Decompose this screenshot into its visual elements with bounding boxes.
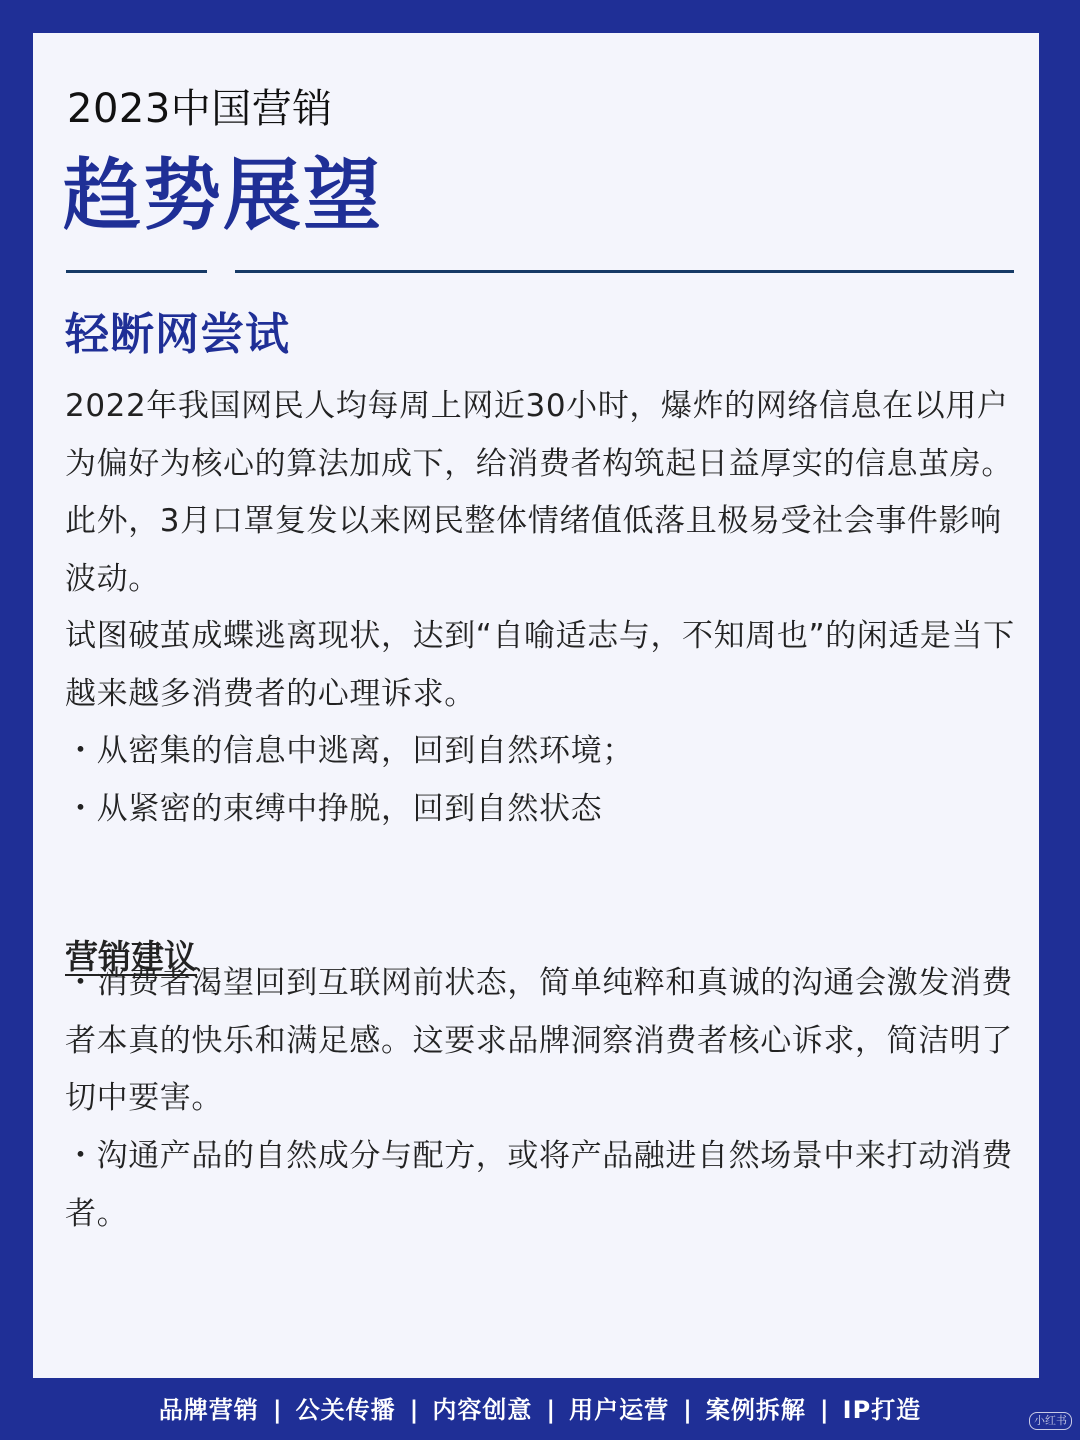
- footer-separator: |: [272, 1396, 282, 1424]
- footer-item-ip: IP打造: [842, 1396, 922, 1424]
- footer-item-user-operation: 用户运营: [569, 1396, 670, 1424]
- section-paragraph-2: 试图破茧成蝶逃离现状，达到“自喻适志与，不知周也”的闲适是当下越来越多消费者的心理诉求。: [65, 618, 1015, 712]
- section-heading: 轻断网尝试: [65, 309, 290, 360]
- divider-long: [235, 270, 1014, 273]
- footer-separator: |: [409, 1396, 419, 1424]
- footer-separator: |: [546, 1396, 556, 1424]
- watermark-logo: 小红书: [1029, 1412, 1072, 1430]
- page-title: 趋势展望: [63, 151, 384, 241]
- footer-separator: |: [819, 1396, 829, 1424]
- bullet-text: ・从密集的信息中逃离，回到自然环境；: [65, 733, 634, 769]
- footer-item-content-creative: 内容创意: [432, 1396, 533, 1424]
- divider-short: [66, 270, 207, 273]
- section-bullet-1: [65, 723, 1017, 781]
- bullet-text: ・从紧密的束缚中挣脱，回到自然状态: [65, 791, 603, 827]
- page-subtitle: 2023中国营销: [67, 86, 333, 132]
- section-bullet-2: [65, 781, 1017, 839]
- advice-item-2: ・沟通产品的自然成分与配方，或将产品融进自然场景中来打动消费者。: [65, 1138, 1013, 1232]
- footer-item-case-study: 案例拆解: [705, 1396, 806, 1424]
- footer-nav: [0, 1386, 1080, 1434]
- advice-heading: 营销建议: [65, 937, 197, 976]
- advice-item-1: ・消费者渴望回到互联网前状态，简单纯粹和真诚的沟通会激发消费者本真的快乐和满足感。这要求品牌洞察消费者核心诉求，简洁明了切中要害。: [65, 965, 1013, 1117]
- footer-item-pr: 公关传播: [295, 1396, 396, 1424]
- content-card: [33, 33, 1039, 1378]
- section-paragraph-1: 2022年我国网民人均每周上网近30小时，爆炸的网络信息在以用户为偏好为核心的算法加成下，给消费者构筑起日益厚实的信息茧房。此外，3月口罩复发以来网民整体情绪值低落且极易受社会事件影响波动。: [65, 388, 1013, 597]
- footer-separator: |: [683, 1396, 692, 1424]
- footer-item-brand-marketing: 品牌营销: [158, 1396, 259, 1424]
